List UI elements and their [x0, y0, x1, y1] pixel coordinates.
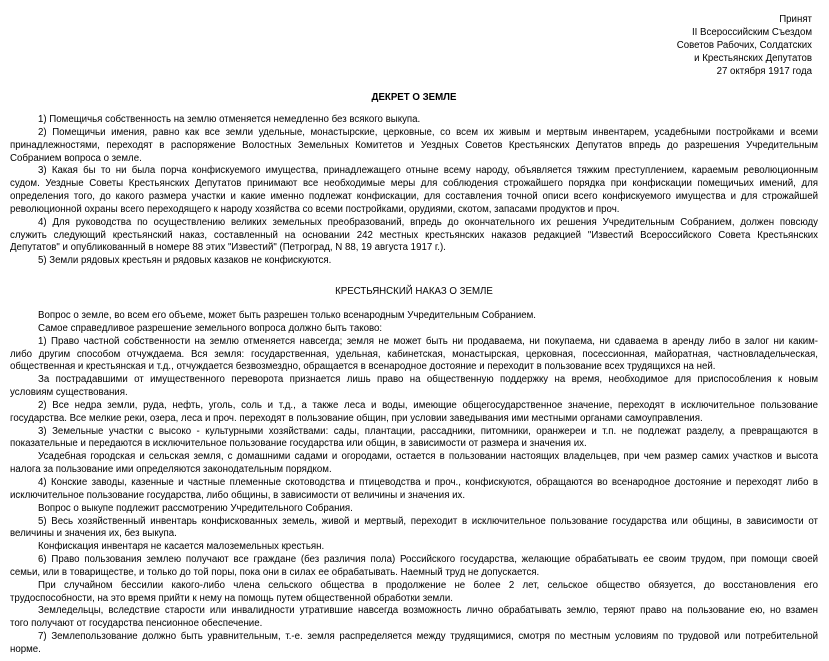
text-line: Самое справедливое разрешение земельного вопроса должно быть таково: — [38, 322, 383, 334]
nakaz-title: КРЕСТЬЯНСКИЙ НАКАЗ О ЗЕМЛЕ — [335, 286, 493, 297]
decree-item-2 — [10, 127, 818, 166]
nakaz-intro — [10, 310, 818, 323]
nakaz-item-7 — [10, 631, 818, 657]
text-line: 1) Право частной собственности на землю отменяется навсегда; земля не может быть ни продаваема, ни покупаема, ни сдаваема в аренду либо в залог ни каким- — [38, 335, 818, 347]
text-line: 3) Какая бы то ни была порча конфискуемого имущества, принадлежащего отныне всему народу, объявляется тяжким преступлением, караемым революционным — [38, 165, 818, 177]
text-line: 6) Право пользования землею получают все граждане (без различия пола) Российского государства, желающие обрабатывать ее своим трудом, при помощи своей — [38, 554, 818, 566]
text-line: определения того, до какого размера участки и какие именно подлежат конфискации, для составления точной описи всего конфискуемого имущества и для строжайшей — [10, 191, 818, 203]
text-line: либо другим способом отчуждаема. Вся земля: государственная, удельная, кабинетская, монастырская, церковная, посессионная, майоратная, частновладельческая, — [10, 348, 818, 360]
nakaz-item-4 — [10, 477, 818, 503]
text-line: величины и значения их, без выкупа. — [10, 528, 177, 540]
text-line: государства. Все мелкие реки, озера, леса и проч. переходят в пользование общин, при условии заведывания ими местными органами самоуправления. — [10, 412, 703, 424]
adoption-note-line: Принят — [779, 14, 812, 25]
text-line: Собранием вопроса о земле. — [10, 152, 142, 164]
decree-item-5 — [10, 255, 818, 268]
text-line: 2) Все недра земли, руда, нефть, уголь, соль и т.д., а также леса и воды, имеющие общегосударственное значение, переходят в исключительное пользование — [38, 399, 818, 411]
text-line: При случайном бессилии какого-либо члена сельского общества в продолжение не более 2 лет, сельское общество обязуется, до восстановления его — [38, 579, 818, 591]
decree-item-4 — [10, 217, 818, 256]
text-line: судом. Уездные Советы Крестьянских Депутатов принимают все необходимые меры для соблюдения строжайшего порядка при конфискации помещичьих имений, для — [10, 178, 818, 190]
nakaz-item-3 — [10, 426, 818, 452]
text-line: 7) Землепользование должно быть уравнительным, т.-е. земля распределяется между трудящимися, смотря по местным условиям по трудовой или потребительной — [38, 631, 818, 643]
text-line: 4) Для руководства по осуществлению великих земельных преобразований, впредь до окончательного их решения Учредительным Собранием, должен повсюду — [38, 216, 818, 228]
text-line: 5) Земли рядовых крестьян и рядовых казаков не конфискуются. — [38, 255, 332, 267]
text-line: общественная и крестьянская и т.д., отчуждается безвозмездно, обращается в всенародное достояние и переходит в пользование всех трудящихся на ней. — [10, 361, 716, 373]
text-line: За пострадавшими от имущественного переворота признается лишь право на общественную поддержку на время, необходимое для приспособления к новым — [38, 374, 818, 386]
decree-item-3 — [10, 165, 818, 216]
text-line: Вопрос о земле, во всем его объеме, может быть разрешен только всенародным Учредительным Собранием. — [38, 310, 536, 321]
text-line: норме. — [10, 643, 41, 655]
text-line: трудоспособности, на это время прийти к нему на помощь путем общественной обработки земли. — [10, 592, 453, 604]
text-line: Депутатов" и опубликованный в номере 88 этих "Известий" (Петроград, N 88, 19 августа 1917 г.). — [10, 242, 446, 254]
text-line: 1) Помещичья собственность на землю отменяется немедленно без всякого выкупа. — [38, 114, 421, 125]
adoption-note-date: 27 октября 1917 года — [716, 66, 812, 77]
text-line: исключительное пользование государства, либо общины, в зависимости от величины и значения их. — [10, 489, 466, 501]
nakaz-item-4-note — [10, 503, 818, 516]
nakaz-principle — [10, 323, 818, 336]
text-line: революционной охраны всего переходящего к народу хозяйства со всеми постройками, орудиями, скотом, запасами продуктов и проч. — [10, 203, 620, 215]
nakaz-body — [10, 310, 818, 657]
adoption-note-line: II Всероссийским Съездом — [691, 27, 812, 38]
nakaz-item-5-note — [10, 541, 818, 554]
text-line: условиям существования. — [10, 387, 128, 399]
adoption-note — [677, 13, 812, 78]
text-line: 2) Помещичьи имения, равно как все земли удельные, монастырские, церковные, со всем их живым и мертвым инвентарем, усадебными постройками и всеми — [38, 126, 818, 138]
text-line: семьи, или в товариществе, и только до той поры, пока они в силах ее обрабатывать. Наемный труд не допускается. — [10, 566, 540, 578]
nakaz-item-6-note-1 — [10, 580, 818, 606]
text-line: 4) Конские заводы, казенные и частные племенные скотоводства и птицеводства и проч., конфискуются, обращаются во всенародное достояние и переходят либо в — [38, 476, 818, 488]
text-line: принадлежностями, переходят в распоряжение Волостных Земельных Комитетов и Уездных Советов Крестьянских Депутатов впредь до разрешения Учредительным — [10, 139, 818, 151]
text-line: налога за пользование ими определяются законодательным порядком. — [10, 464, 332, 476]
text-line: Усадебная городская и сельская земля, с домашними садами и огородами, остается в пользовании настоящих владельцев, при чем размер самих участков и высота — [38, 451, 818, 463]
text-line: Земледельцы, вследствие старости или инвалидности утратившие навсегда возможность лично обрабатывать землю, теряют право на пользование ею, но взамен — [38, 605, 818, 617]
nakaz-item-2 — [10, 400, 818, 426]
text-line: служить следующий крестьянский наказ, составленный на основании 242 местных крестьянских наказов редакцией "Известий Всероссийского Совета Крестьянских — [10, 229, 818, 241]
nakaz-item-5 — [10, 516, 818, 542]
nakaz-item-6-note-2 — [10, 605, 818, 631]
adoption-note-line: и Крестьянских Депутатов — [694, 53, 812, 64]
nakaz-item-6 — [10, 554, 818, 580]
nakaz-item-1-note — [10, 374, 818, 400]
text-line: показательные и передаются в исключительное пользование государства или общин, в зависимости от размера и значения их. — [10, 438, 587, 450]
decree-title: ДЕКРЕТ О ЗЕМЛЕ — [371, 92, 457, 103]
text-line: 3) Земельные участки с высоко - культурными хозяйствами: сады, плантации, рассадники, питомники, оранжереи и т.п. не подлежат разделу, а превращаются в — [38, 425, 818, 437]
text-line: Вопрос о выкупе подлежит рассмотрению Учредительного Собрания. — [38, 502, 353, 514]
decree-item-1 — [10, 114, 818, 127]
decree-body — [10, 114, 818, 268]
nakaz-item-3-note — [10, 451, 818, 477]
adoption-note-line: Советов Рабочих, Солдатских — [676, 40, 812, 51]
text-line: 5) Весь хозяйственный инвентарь конфискованных земель, живой и мертвый, переходит в исключительное пользование государства или общины, в зависимости от — [38, 515, 818, 527]
text-line: Конфискация инвентаря не касается малоземельных крестьян. — [38, 541, 325, 553]
text-line: того получают от государства пенсионное обеспечение. — [10, 618, 263, 630]
nakaz-item-1 — [10, 336, 818, 375]
